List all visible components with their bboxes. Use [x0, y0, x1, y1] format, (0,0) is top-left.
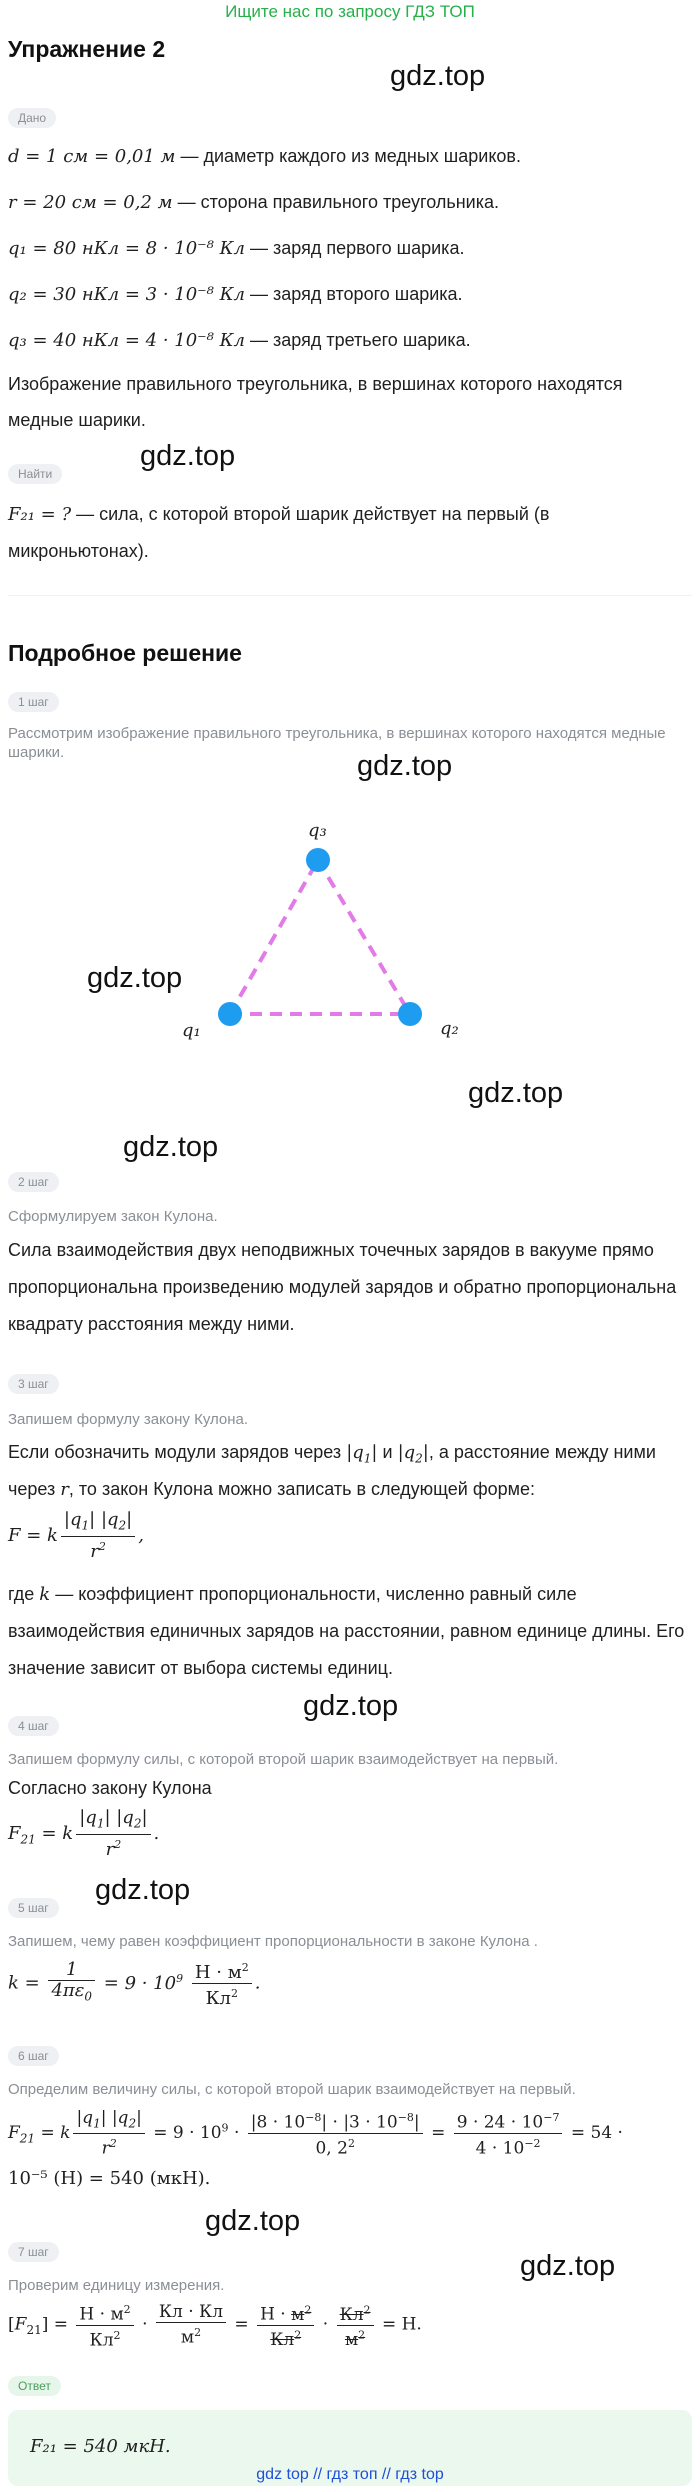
footer-links[interactable]: gdz top // гдз топ // гдз top [256, 2466, 444, 2483]
find-tag: Найти [8, 464, 62, 484]
triangle-diagram [0, 820, 700, 1060]
step7-tag: 7 шаг [8, 2242, 59, 2262]
watermark: gdz.top [468, 1077, 564, 1109]
step3-line1: Если обозначить модули зарядов через $|q_1|$ и $|q_2|$, а расстояние между ними [8, 1442, 656, 1466]
step2-tag: 2 шаг [8, 1172, 59, 1192]
watermark: gdz.top [140, 440, 236, 472]
ball-q2 [398, 1002, 422, 1026]
watermark: gdz.top [520, 2250, 616, 2282]
side-q3-q2 [318, 860, 410, 1014]
given-image-text: Изображение правильного треугольника, в вершинах которого находятся медные шарики. [8, 374, 623, 430]
step5-desc: Запишем, чему равен коэффициент пропорциональности в законе Кулона . [8, 1933, 538, 1950]
step2-text: Сила взаимодействия двух неподвижных точечных зарядов в вакууме прямо пропорциональна произведению модулей зарядов и обратно пропорциональна квадрату расстояния между ними. [8, 1240, 677, 1334]
calc-formula: $F_{21} = k$ $\frac{|q_1| |q_2|}{r^2}$ = $9 \cdot 10^9$ · $\frac{|8 \cdot 10^{-8}| \cdot |3 \cdot 10^{-8}|}{0, 2^2}$ = $\frac{9 \cdot 24 \cdot 10^{-7}}{4 \cdot 10^{-2}}$ = 54 · [8, 2108, 623, 2160]
given-section [8, 108, 56, 128]
watermark: gdz.top [95, 1874, 191, 1906]
given-d: d = 1 см = 0,01 м — диаметр каждого из медных шариков. [8, 146, 521, 167]
step5-tag: 5 шаг [8, 1898, 59, 1918]
ball-q1 [218, 1002, 242, 1026]
watermark: gdz.top [303, 1690, 399, 1722]
page-title: Упражнение 2 [8, 36, 166, 62]
step3-desc: Запишем формулу закону Кулона. [8, 1411, 249, 1428]
k-formula: k = $\frac{1}{4\pi\varepsilon_0}$ = $9 \cdot 10^9$ $\frac{Н \cdot м^2}{Кл^2}$ . [8, 1959, 261, 2009]
step1-desc: Рассмотрим изображение правильного треугольника, в вершинах которого находятся медные шарики. [8, 725, 666, 761]
step1-tag: 1 шаг [8, 692, 59, 712]
given-r: r = 20 см = 0,2 м — сторона правильного треугольника. [8, 192, 499, 213]
given-tag: Дано [8, 108, 56, 128]
watermark: gdz.top [390, 60, 486, 92]
step6-desc: Определим величину силы, с которой второй шарик взаимодействует на первый. [8, 2081, 576, 2098]
label-q1: q₁ [182, 1020, 201, 1041]
divider [8, 595, 692, 596]
find-section [8, 464, 62, 484]
step7-desc: Проверим единицу измерения. [8, 2277, 225, 2294]
step3-tag: 3 шаг [8, 1374, 59, 1394]
step3-line2: через r, то закон Кулона можно записать в следующей форме: [8, 1479, 536, 1500]
given-q2: q₂ = 30 нКл = 3 · 10⁻⁸ Кл — заряд второго шарика. [8, 284, 463, 305]
step3-explanation: где k — коэффициент пропорциональности, численно равный силе взаимодействия единичных зарядов на расстоянии, равном единице длины. Его значение зависит от выбора системы единиц. [8, 1584, 685, 1678]
label-q3: q₃ [308, 820, 327, 841]
watermark: gdz.top [357, 750, 453, 782]
step6-tag: 6 шаг [8, 2046, 59, 2066]
watermark: gdz.top [205, 2205, 301, 2237]
unit-check: $[F_{21}]$ = $\frac{Н \cdot м^2}{Кл^2}$ · $\frac{Кл \cdot Кл}{м^2}$ = $\frac{Н \cdot м^2}{Кл^2}$ · $\frac{Кл^2}{м^2}$ = Н. [8, 2300, 422, 2350]
ball-q3 [306, 848, 330, 872]
search-banner: Ищите нас по запросу ГДЗ ТОП [225, 2, 475, 21]
label-q2: q₂ [440, 1018, 459, 1039]
given-q3: q₃ = 40 нКл = 4 · 10⁻⁸ Кл — заряд третьего шарика. [8, 330, 471, 351]
watermark: gdz.top [123, 1131, 219, 1163]
answer-tag: Ответ [8, 2376, 61, 2396]
step4-tag: 4 шаг [8, 1716, 59, 1736]
watermark: gdz.top [87, 962, 183, 994]
step4-text: Согласно закону Кулона [8, 1778, 212, 1798]
step4-desc: Запишем формулу силы, с которой второй шарик взаимодействует на первый. [8, 1751, 559, 1768]
solution-title: Подробное решение [8, 640, 242, 666]
coulomb-formula: F = k $\frac{|q_1| |q_2|}{r^2}$ , [8, 1509, 144, 1562]
f21-formula: $F_{21} = k$ $\frac{|q_1| |q_2|}{r^2}$ . [8, 1807, 160, 1860]
find-text: F₂₁ = ? — сила, с которой второй шарик действует на первый (в микроньютонах). [8, 504, 550, 561]
step2-desc: Сформулируем закон Кулона. [8, 1208, 218, 1225]
given-q1: q₁ = 80 нКл = 8 · 10⁻⁸ Кл — заряд первого шарика. [8, 238, 465, 259]
side-q1-q3 [230, 860, 318, 1014]
calc-result: 10⁻⁵ (Н) = 540 (мкН). [8, 2168, 211, 2189]
answer-text: F₂₁ = 540 мкН. [30, 2436, 171, 2457]
